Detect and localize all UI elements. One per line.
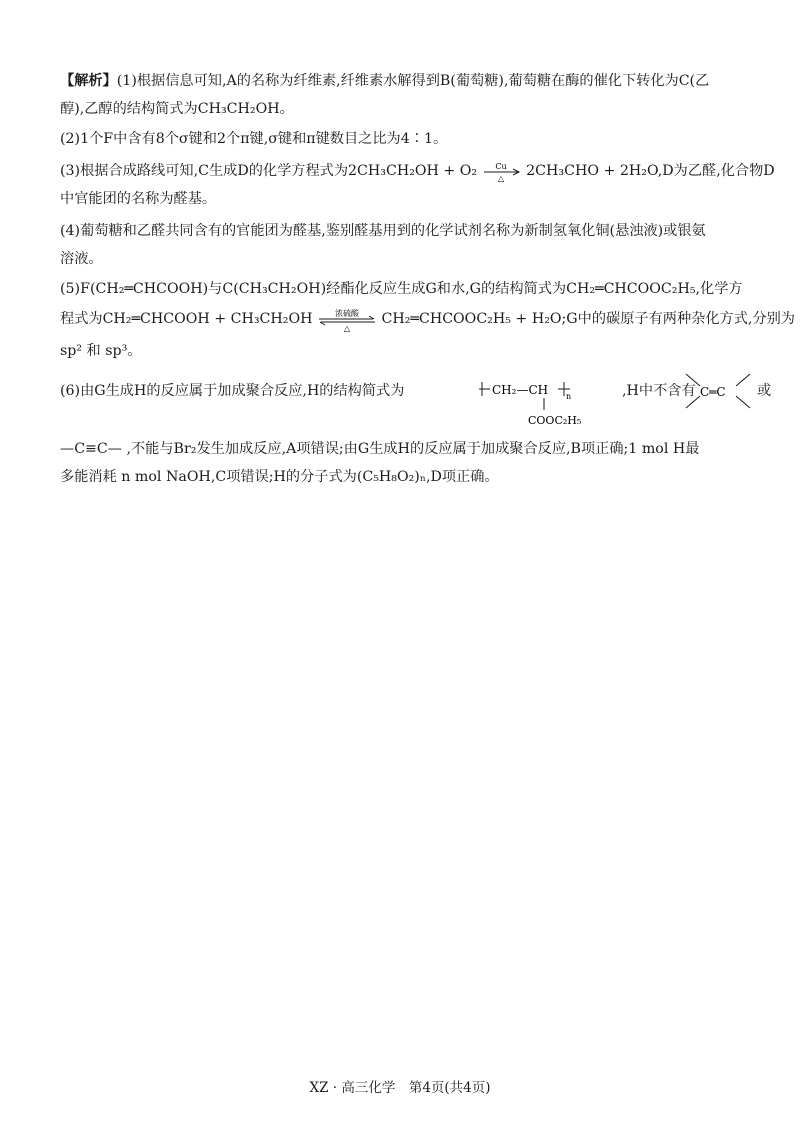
analysis-p6-line1-post: 或 bbox=[757, 383, 772, 399]
polymer-structure bbox=[478, 378, 618, 428]
ester-equation-right: CH₂═CHCOOC₂H₅ + H₂O;G中的碳原子有两种杂化方式,分别为 bbox=[381, 311, 795, 327]
analysis-p3-line1 bbox=[60, 160, 775, 182]
analysis-p5-line3: sp² 和 sp³。 bbox=[60, 343, 142, 359]
analysis-p4-line1: (4)葡萄糖和乙醛共同含有的官能团为醛基,鉴别醛基用到的化学试剂名称为新制氢氧化铜(悬浊液)或银氨 bbox=[60, 223, 706, 239]
reversible-condition-bottom: △ bbox=[343, 324, 351, 332]
page-footer: XZ · 高三化学 第4页(共4页) bbox=[309, 1080, 491, 1096]
reaction-arrow bbox=[482, 162, 522, 180]
polymer-branch-text: COOC₂H₅ bbox=[528, 414, 582, 427]
analysis-p3-line2: 中官能团的名称为醛基。 bbox=[60, 191, 217, 207]
analysis-p6-line1-pre: (6)由G生成H的反应属于加成聚合反应,H的结构简式为 bbox=[60, 383, 405, 399]
arrow-condition-bottom: △ bbox=[497, 174, 504, 182]
analysis-p4-line2: 溶液。 bbox=[60, 251, 103, 267]
analysis-p2: (2)1个F中含有8个σ键和2个π键,σ键和π键数目之比为4∶1。 bbox=[60, 131, 448, 147]
analysis-p1-line1 bbox=[60, 70, 709, 92]
polymer-subscript: n bbox=[566, 392, 572, 401]
analysis-p6-line1-mid: ,H中不含有 bbox=[622, 383, 696, 399]
analysis-label: 【解析】 bbox=[60, 73, 117, 89]
reversible-condition-top: 浓硫酸 bbox=[335, 309, 359, 318]
ester-equation-left: 程式为CH₂═CHCOOH + CH₃CH₂OH bbox=[60, 311, 313, 327]
analysis-p5-line2 bbox=[60, 308, 795, 330]
analysis-p6-line2: —C≡C— ,不能与Br₂发生加成反应,A项错误;由G生成H的反应属于加成聚合反应,B项正确;1 mol H最 bbox=[60, 441, 700, 457]
analysis-p5-line1: (5)F(CH₂═CHCOOH)与C(CH₃CH₂OH)经酯化反应生成G和水,G的结构简式为CH₂═CHCOOC₂H₅,化学方 bbox=[60, 281, 743, 297]
equation-right: 2CH₃CHO + 2H₂O,D为乙醛,化合物D bbox=[526, 163, 775, 179]
polymer-chain-text: CH₂—CH bbox=[492, 383, 549, 397]
double-bond-structure bbox=[682, 370, 754, 412]
analysis-text: (1)根据信息可知,A的名称为纤维素,纤维素水解得到B(葡萄糖),葡萄糖在酶的催化下转化为C(乙 bbox=[116, 73, 710, 89]
equation-left: (3)根据合成路线可知,C生成D的化学方程式为2CH₃CH₂OH + O₂ bbox=[60, 163, 478, 179]
arrow-condition-top: Cu bbox=[495, 162, 507, 171]
reversible-arrow bbox=[317, 308, 377, 330]
analysis-p1-line2: 醇),乙醇的结构简式为CH₃CH₂OH。 bbox=[60, 101, 294, 117]
analysis-p6-line3: 多能消耗 n mol NaOH,C项错误;H的分子式为(C₅H₈O₂)ₙ,D项正确。 bbox=[60, 469, 499, 485]
double-bond-text: C═C bbox=[700, 385, 726, 399]
